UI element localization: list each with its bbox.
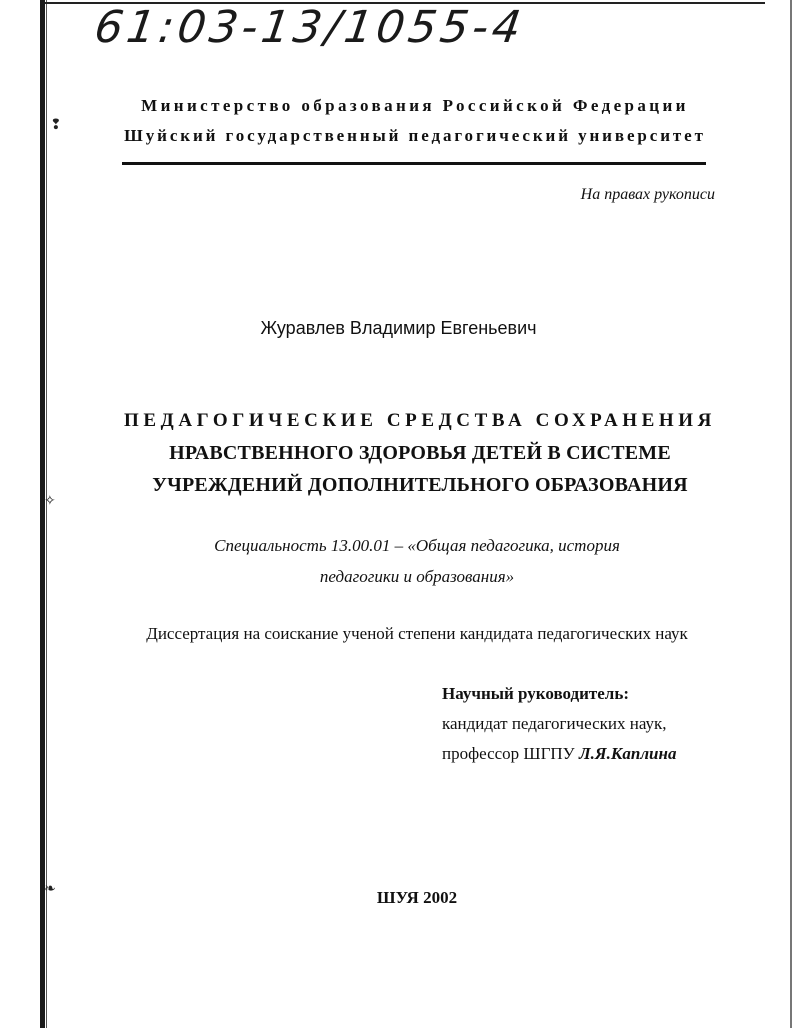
scan-border-left-inner [46,0,47,1028]
advisor-heading: Научный руководитель: [442,684,629,703]
advisor-degree: кандидат педагогических наук, [442,714,667,733]
advisor-position-prefix: профессор ШГПУ [442,744,579,763]
scan-speck-icon: ❧ [44,881,56,897]
dissertation-statement: Диссертация на соискание ученой степени кандидата педагогических наук [146,624,688,643]
specialty-line-1: Специальность 13.00.01 – «Общая педагогика, история [214,536,620,555]
university-heading: Шуйский государственный педагогический университет [124,126,706,145]
title-line-1: ПЕДАГОГИЧЕСКИЕ СРЕДСТВА СОХРАНЕНИЯ [124,410,716,431]
header-divider [122,162,706,165]
scan-speck-icon: ✧ [44,493,56,509]
scan-border-right [790,0,792,1028]
scan-speck-icon: ❢ [50,117,62,133]
advisor-name: Л.Я.Каплина [578,744,677,763]
specialty-line-2: педагогики и образования» [319,567,515,586]
city-year: ШУЯ 2002 [376,888,458,907]
manuscript-note: На правах рукописи [580,186,715,203]
ministry-heading: Министерство образования Российской Федерации [141,96,689,115]
author-name: Журавлев Владимир Евгеньевич [260,318,537,338]
archive-number-handwritten: 61:03-13/1055-4 [91,2,528,53]
title-line-2: НРАВСТВЕННОГО ЗДОРОВЬЯ ДЕТЕЙ В СИСТЕМЕ [169,442,671,464]
advisor-position [442,744,676,764]
title-line-3: УЧРЕЖДЕНИЙ ДОПОЛНИТЕЛЬНОГО ОБРАЗОВАНИЯ [152,474,688,496]
scan-border-left [40,0,45,1028]
